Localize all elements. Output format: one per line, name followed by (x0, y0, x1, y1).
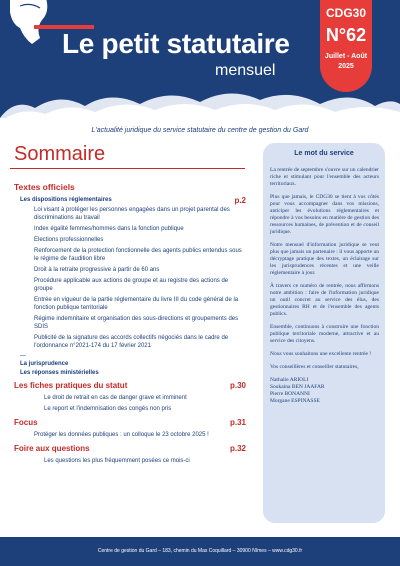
toc-item[interactable]: Les questions les plus fréquemment posées ce mois-ci (44, 458, 190, 464)
toc-item[interactable]: Loi visant à protéger les personnes engagées dans un projet parental des discriminations au travail (34, 207, 230, 221)
toc-item[interactable]: Régime indemnitaire et organisation des sous-directions et groupements des SDIS (34, 316, 239, 330)
toc-item[interactable]: Droit à la retraite progressive à partir de 60 ans (34, 267, 160, 273)
toc-dash: — (20, 353, 26, 359)
badge-date: Juillet - Août 2025 (324, 53, 368, 70)
wave-decoration (0, 84, 400, 118)
section-focus[interactable] (14, 418, 246, 427)
dispositions-label: Les dispositions réglementaires (20, 197, 112, 203)
table-of-contents (14, 182, 246, 468)
signatory-name: Pierre BONANNI (270, 391, 310, 397)
toc-item[interactable]: Publicité de la signature des accords collectifs négociés dans le cadre de l'ordonnance n°2021-174 du 17 février 2021 (34, 335, 229, 349)
subsection-reponses[interactable]: Les réponses ministérielles (20, 370, 99, 376)
editorial-sidebar (263, 143, 385, 523)
fiches-label: Les fiches pratiques du statut (14, 381, 128, 390)
sidebar-title: Le mot du service (294, 150, 354, 157)
focus-page: p.31 (229, 418, 246, 427)
toc-item[interactable]: Renforcement de la protection fonctionnelle des agents publics entendus sous le régime de l'audition libre (34, 248, 242, 262)
badge-number: N°62 (325, 25, 367, 45)
toc-item[interactable]: Index égalité femmes/hommes dans la fonction publique (34, 226, 184, 232)
marianne-logo-icon (6, 0, 50, 44)
sommaire-divider (10, 168, 245, 169)
sommaire-title: Sommaire (14, 143, 106, 165)
badge-org: CDG30 (325, 6, 366, 20)
fiches-page: p.30 (229, 381, 246, 390)
signatory-name: Nathalie ARIOLI (270, 377, 309, 383)
toc-item[interactable]: Procédure applicable aux actions de groupe et au registre des actions de groupe (34, 278, 229, 292)
foire-label: Foire aux questions (14, 444, 90, 453)
newsletter-subtitle: mensuel (215, 62, 276, 79)
toc-item[interactable]: Le report et l'indemnisation des congés non pris (44, 406, 172, 412)
sidebar-paragraph: Vos conseillères et conseiller statutaires, (270, 364, 359, 370)
section-foire[interactable] (14, 444, 246, 453)
signatory-name: Morgane ESPINASSE (270, 398, 320, 404)
toc-item[interactable]: Elections professionnelles (34, 237, 104, 243)
sidebar-paragraph: Ensemble, continuons à construire une fonction publique territoriale moderne, attractive et au service des citoyens. (270, 324, 379, 344)
section-fiches[interactable] (14, 381, 246, 390)
toc-item[interactable]: Entrée en vigueur de la partie réglementaire du livre III du code général de la fonction publique territoriale (34, 297, 239, 311)
focus-label: Focus (14, 418, 38, 427)
sidebar-paragraph: Nous vous souhaitons une excellente rentrée ! (270, 351, 372, 357)
dispositions-page: p.2 (234, 196, 246, 205)
toc-item[interactable]: Le droit de retrait en cas de danger grave et imminent (44, 395, 187, 401)
sidebar-paragraph: Plus que jamais, le CDG30 se tient à vos côtés pour vous accompagner dans vos missions, anticiper les évolutions réglementaires et répondre à vos besoins en matière de gestion des ressources humaines, de prévention et de conseil juridique. (270, 194, 379, 235)
header-banner (0, 0, 400, 118)
sidebar-body (270, 167, 379, 405)
footer-address: Centre de gestion du Gard – 183, chemin du Mas Coquillard – 30900 Nîmes – www.cdg30.fr (97, 548, 303, 554)
sidebar-paragraph: Notre mensuel d'information juridique se veut plus que jamais un partenaire : il vous apporte un décryptage pratique des textes, un éclairage sur les jurisprudences récentes et une veille réglementaire à jour. (270, 242, 379, 276)
subsection-jurisprudence[interactable]: La jurisprudence (20, 361, 69, 367)
signatories (270, 377, 379, 405)
sidebar-paragraph: La rentrée de septembre s'ouvre sur un calendrier riche et stimulant pour l'ensemble des acteurs territoriaux. (270, 167, 379, 187)
signatory-name: Soukaina BEN JAAFAR (270, 384, 325, 390)
footer-bar (0, 537, 400, 566)
foire-page: p.32 (229, 444, 246, 453)
issue-badge (320, 0, 372, 92)
newsletter-title: Le petit statutaire (62, 28, 290, 59)
subsection-dispositions[interactable] (20, 197, 246, 203)
tagline: L'actualité juridique du service statutaire du centre de gestion du Gard (91, 127, 309, 134)
sidebar-paragraph: À travers ce numéro de rentrée, nous affirmons notre ambition : faire de l'information juridique un outil concret au service des élus, des gestionnaires RH et de l'ensemble des agents publics. (270, 283, 379, 317)
toc-item[interactable]: Protéger les données publiques : un colloque le 23 octobre 2025 ! (34, 432, 209, 438)
section-textes-officiels: Textes officiels (14, 182, 75, 192)
